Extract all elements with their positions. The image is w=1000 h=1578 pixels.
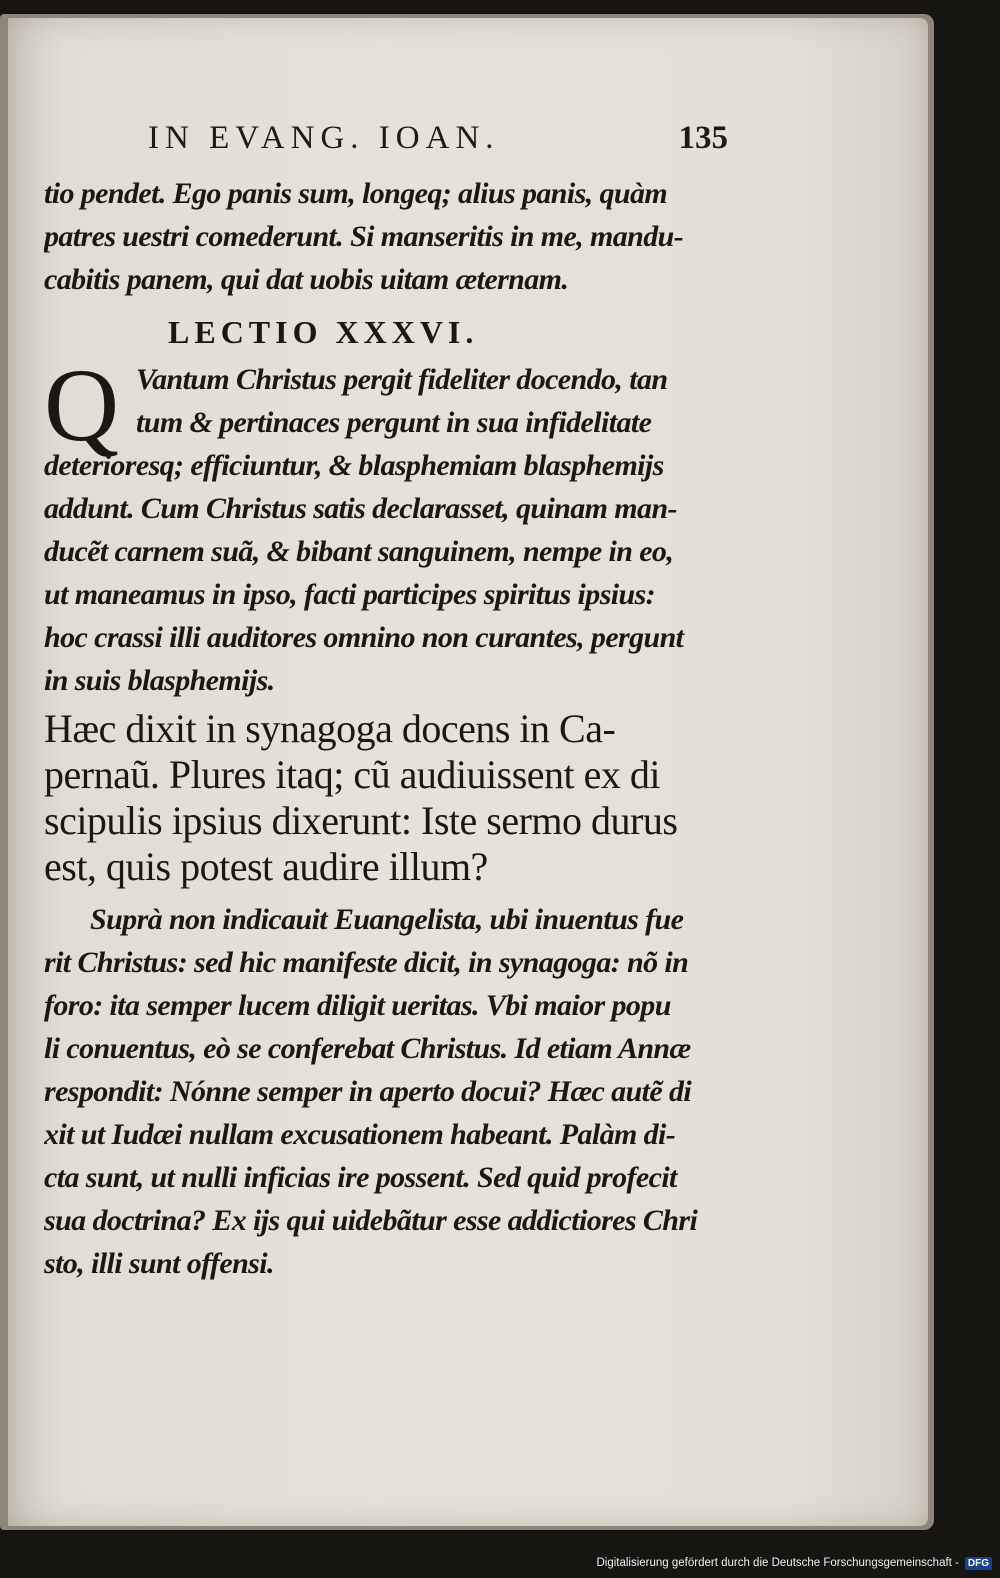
book-page	[8, 18, 928, 1526]
text-line: ut maneamus in ipso, facti participes spiritus ipsius:	[44, 578, 656, 611]
scripture-passage	[44, 706, 714, 890]
commentary-first	[44, 348, 714, 702]
intro-text	[44, 172, 714, 301]
drop-cap: Q	[44, 348, 120, 463]
text-line: cta sunt, ut nulli inficias ire possent. Sed quid profecit	[44, 1161, 677, 1194]
commentary-second	[44, 898, 714, 1285]
text-line: sua doctrina? Ex ijs qui uidebãtur esse addictiores Chri	[44, 1204, 698, 1237]
text-line: in suis blasphemijs.	[44, 664, 275, 697]
text-line: hoc crassi illi auditores omnino non curantes, pergunt	[44, 621, 684, 654]
text-line: addunt. Cum Christus satis declarasset, quinam man-	[44, 492, 677, 525]
text-line: foro: ita semper lucem diligit ueritas. Vbi maior popu	[44, 989, 671, 1022]
page-number: 135	[678, 120, 728, 156]
scripture-line: Hæc dixit in synagoga docens in Ca-	[44, 706, 616, 751]
text-line: Suprà non indicauit Euangelista, ubi inuentus fue	[90, 903, 684, 936]
scripture-line: scipulis ipsius dixerunt: Iste sermo durus	[44, 798, 678, 843]
digitization-footer	[596, 1552, 992, 1574]
dfg-logo-icon: DFG	[965, 1557, 992, 1570]
text-line: cabitis panem, qui dat uobis uitam æternam.	[44, 263, 569, 296]
text-line: tio pendet. Ego panis sum, longeq; alius panis, quàm	[44, 177, 668, 210]
text-line: patres uestri comederunt. Si manseritis in me, mandu-	[44, 220, 684, 253]
text-line: tum & pertinaces pergunt in sua infidelitate	[136, 406, 652, 439]
page-header	[148, 120, 728, 166]
text-line: ducẽt carnem suã, & bibant sanguinem, nempe in eo,	[44, 535, 674, 568]
text-line: xit ut Iudæi nullam excusationem habeant. Palàm di-	[44, 1118, 676, 1151]
running-head: IN EVANG. IOAN.	[148, 120, 500, 156]
text-line: li conuentus, eò se conferebat Christus. Id etiam Annæ	[44, 1032, 691, 1065]
text-line: sto, illi sunt offensi.	[44, 1247, 274, 1280]
lectio-heading: LECTIO XXXVI.	[168, 314, 479, 350]
funding-note: Digitalisierung gefördert durch die Deutsche Forschungsgemeinschaft -	[596, 1557, 959, 1569]
text-line: rit Christus: sed hic manifeste dicit, in synagoga: nõ in	[44, 946, 689, 979]
text-line: Vantum Christus pergit fideliter docendo, tan	[136, 363, 668, 396]
scripture-line: est, quis potest audire illum?	[44, 844, 488, 889]
scripture-line: pernaũ. Plures itaq; cũ audiuissent ex di	[44, 752, 661, 797]
text-line: deterioresq; efficiuntur, & blasphemiam blasphemijs	[44, 449, 664, 482]
text-line: respondit: Nónne semper in aperto docui? Hæc autẽ di	[44, 1075, 692, 1108]
